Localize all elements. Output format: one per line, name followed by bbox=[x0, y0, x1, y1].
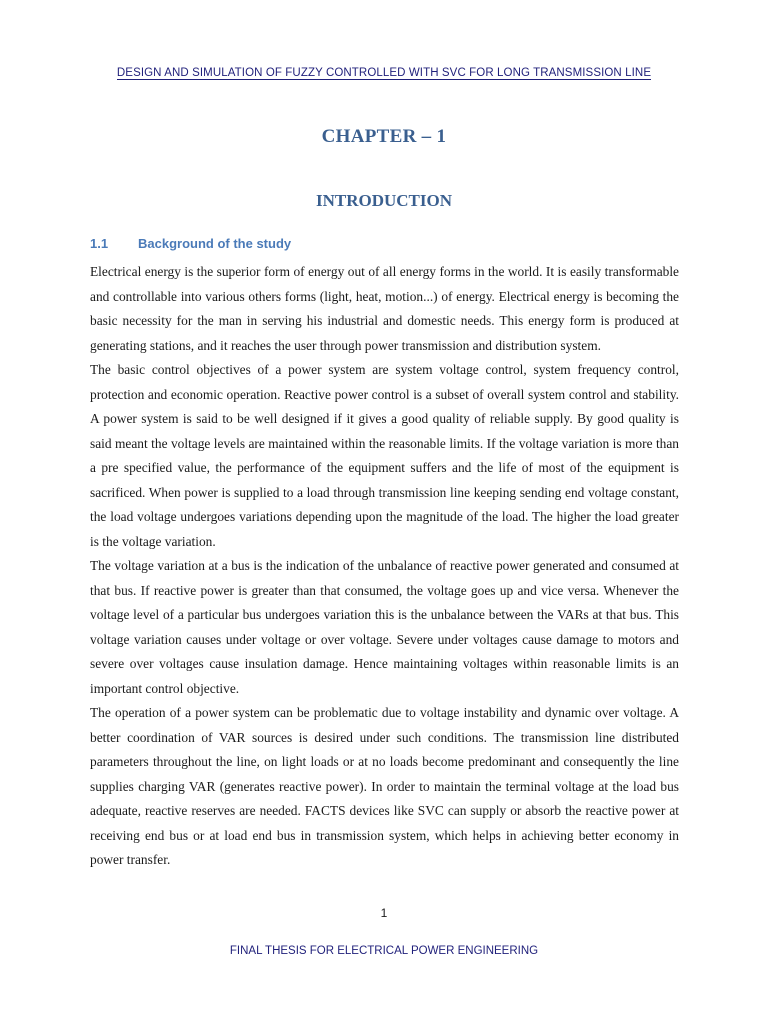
chapter-title: INTRODUCTION bbox=[315, 191, 453, 210]
running-footer: FINAL THESIS FOR ELECTRICAL POWER ENGINEERING bbox=[229, 945, 539, 957]
section-heading bbox=[90, 236, 291, 251]
section-number: 1.1 bbox=[90, 236, 109, 251]
paragraph: The voltage variation at a bus is the indication of the unbalance of reactive power generated and consumed at that bus. If reactive power is greater than that consumed, the voltage goes up and vice versa. Whenever the voltage level of a particular bus undergoes variation this is the unbalance between the VARs at that bus. This voltage variation causes under voltage or over voltage. Severe under voltages cause damage to motors and severe over voltages cause insulation damage. Hence maintaining voltages within reasonable limits is an important control objective. bbox=[90, 558, 679, 696]
running-header-text: DESIGN AND SIMULATION OF FUZZY CONTROLLED WITH SVC FOR LONG TRANSMISSION LINE bbox=[116, 67, 652, 79]
paragraph: The basic control objectives of a power system are system voltage control, system frequency control, protection and economic operation. Reactive power control is a subset of overall system control and stability. A power system is said to be well designed if it gives a good quality of reliable supply. By good quality is said meant the voltage levels are maintained within the reasonable limits. If the voltage variation is more than a pre specified value, the performance of the equipment suffers and the life of most of the equipment is sacrificed. When power is supplied to a load through transmission line keeping sending end voltage constant, the load voltage undergoes variations depending upon the magnitude of the load. The higher the load greater is the voltage variation. bbox=[90, 362, 679, 549]
chapter-label: CHAPTER – 1 bbox=[321, 126, 447, 147]
section-title: Background of the study bbox=[138, 236, 292, 251]
paragraph: The operation of a power system can be problematic due to voltage instability and dynamic over voltage. A better coordination of VAR sources is desired under such conditions. The transmission line distributed parameters throughout the line, on light loads or at no loads become predominant and consequently the line supplies charging VAR (generates reactive power). In order to maintain the terminal voltage at the load bus adequate, reactive reserves are needed. FACTS devices like SVC can supply or absorb the reactive power at receiving end bus or at load end bus in transmission system, which helps in achieving better economy in power transfer. bbox=[90, 705, 679, 867]
page-number: 1 bbox=[380, 906, 388, 920]
body-text bbox=[90, 260, 679, 873]
running-header bbox=[0, 67, 768, 79]
paragraph: Electrical energy is the superior form of energy out of all energy forms in the world. It is easily transformable and controllable into various others forms (light, heat, motion...) of energy. Electrical energy is becoming the basic necessity for the man in serving his industrial and domestic needs. This energy form is produced at generating stations, and it reaches the user through power transmission and distribution system. bbox=[90, 264, 679, 353]
